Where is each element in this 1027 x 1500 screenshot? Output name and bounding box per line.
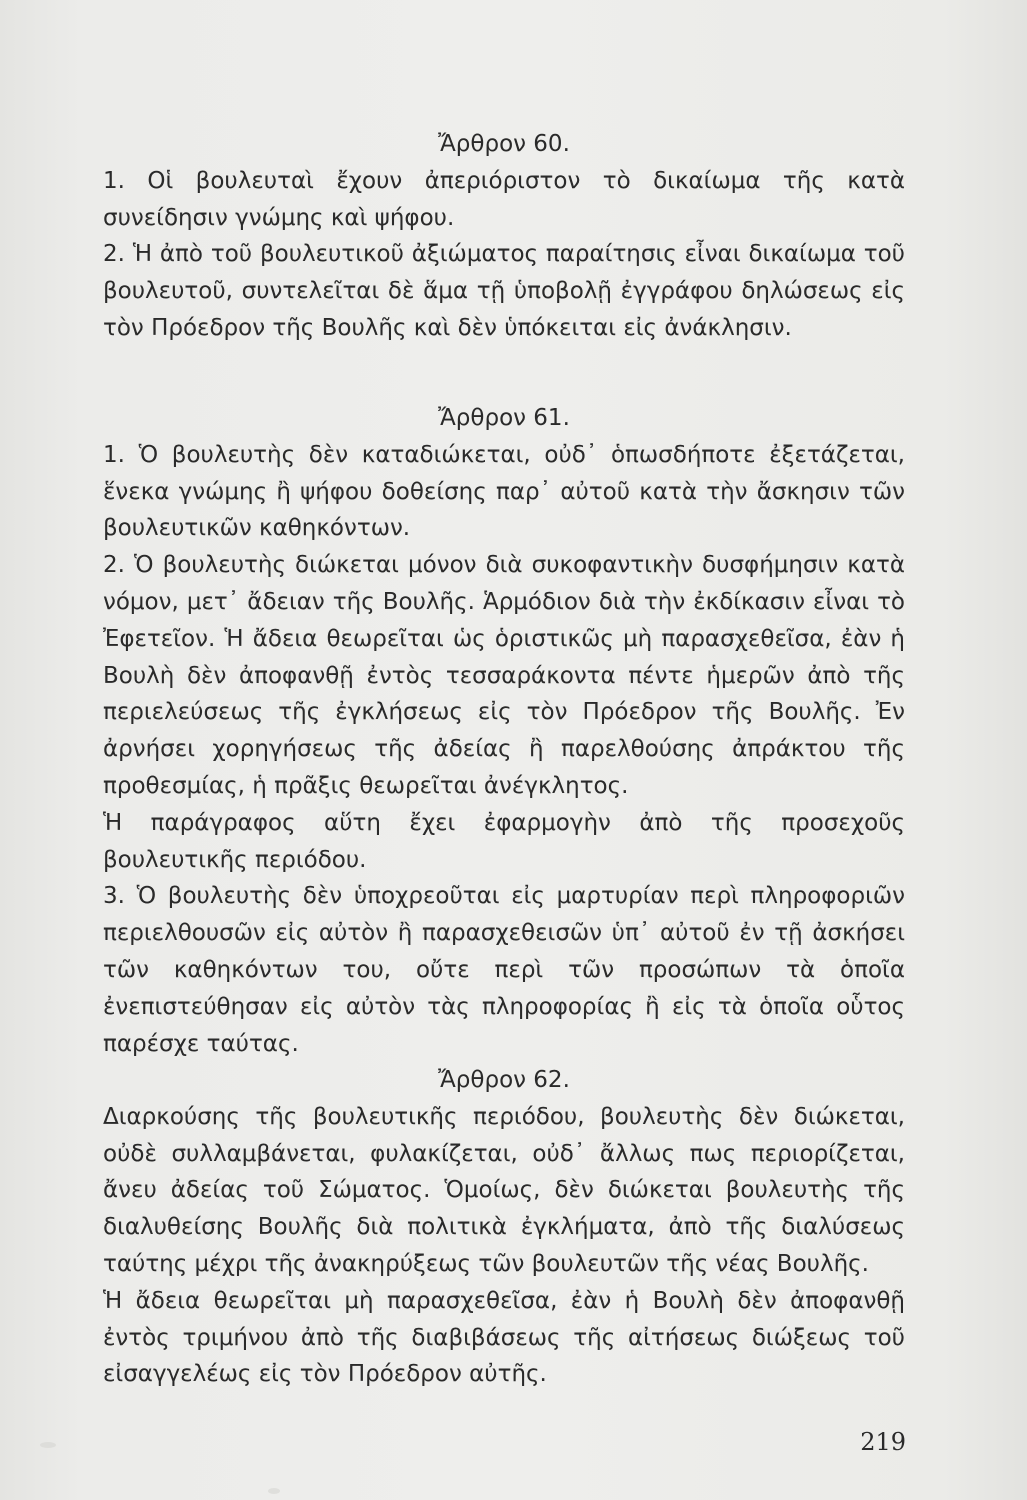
article-heading: Ἄρθρον 60. bbox=[438, 131, 570, 157]
page-number: 219 bbox=[860, 1428, 906, 1456]
article-60 bbox=[103, 126, 905, 347]
article-paragraph: Ἡ ἄδεια θεωρεῖται μὴ παρασχεθεῖσα, ἐὰν ἡ Βουλὴ δὲν ἀποφανθῇ ἐντὸς τριμήνου ἀπὸ τῆς διαβιβάσεως τῆς αἰτήσεως διώξεως τοῦ εἰσαγγελέως εἰς τὸν Πρόεδρον αὐτῆς. bbox=[103, 1287, 905, 1388]
article-heading: Ἄρθρον 61. bbox=[438, 405, 570, 431]
article-61 bbox=[103, 400, 905, 1062]
paper-speck bbox=[40, 1442, 56, 1448]
paper-speck bbox=[268, 1488, 280, 1494]
article-paragraph: 2. Ὁ βουλευτὴς διώκεται μόνον διὰ συκοφαντικὴν δυσφήμησιν κατὰ νόμον, μετ᾿ ἄδειαν τῆς Βουλῆς. Ἁρμόδιον διὰ τὴν ἐκδίκασιν εἶναι τὸ Ἐφετεῖον. Ἡ ἄδεια θεωρεῖται ὡς ὁριστικῶς μὴ παρασχεθεῖσα, ἐὰν ἡ Βουλὴ δὲν ἀποφανθῇ ἐντὸς τεσσαράκοντα πέντε ἡμερῶν ἀπὸ τῆς περιελεύσεως τῆς ἐγκλήσεως εἰς τὸν Πρόεδρον τῆς Βουλῆς. Ἐν ἀρνήσει χορηγήσεως τῆς ἀδείας ἢ παρελθούσης ἀπράκτου τῆς προθεσμίας, ἡ πρᾶξις θεωρεῖται ἀνέγκλητος. bbox=[103, 552, 905, 799]
article-62 bbox=[103, 1062, 905, 1393]
article-paragraph: 1. Ὁ βουλευτὴς δὲν καταδιώκεται, οὐδ᾿ ὁπωσδήποτε ἐξετάζεται, ἕνεκα γνώμης ἢ ψήφου δοθείσης παρ᾿ αὐτοῦ κατὰ τὴν ἄσκησιν τῶν βουλευτικῶν καθηκόντων. bbox=[103, 441, 905, 542]
article-heading: Ἄρθρον 62. bbox=[438, 1067, 570, 1093]
article-paragraph: Ἡ παράγραφος αὕτη ἔχει ἐφαρμογὴν ἀπὸ τῆς προσεχοῦς βουλευτικῆς περιόδου. bbox=[103, 809, 905, 873]
article-paragraph: 1. Οἱ βουλευταὶ ἔχουν ἀπεριόριστον τὸ δικαίωμα τῆς κατὰ συνείδησιν γνώμης καὶ ψήφου. bbox=[103, 167, 905, 231]
article-paragraph: 2. Ἡ ἀπὸ τοῦ βουλευτικοῦ ἀξιώματος παραίτησις εἶναι δικαίωμα τοῦ βουλευτοῦ, συντελεῖται δὲ ἅμα τῇ ὑποβολῇ ἐγγράφου δηλώσεως εἰς τὸν Πρόεδρον τῆς Βουλῆς καὶ δὲν ὑπόκειται εἰς ἀνάκλησιν. bbox=[103, 241, 905, 341]
article-paragraph: Διαρκούσης τῆς βουλευτικῆς περιόδου, βουλευτὴς δὲν διώκεται, οὐδὲ συλλαμβάνεται, φυλακίζεται, οὐδ᾿ ἄλλως πως περιορίζεται, ἄνευ ἀδείας τοῦ Σώματος. Ὁμοίως, δὲν διώκεται βουλευτὴς τῆς διαλυθείσης Βουλῆς διὰ πολιτικὰ ἐγκλήματα, ἀπὸ τῆς διαλύσεως ταύτης μέχρι τῆς ἀνακηρύξεως τῶν βουλευτῶν τῆς νέας Βουλῆς. bbox=[103, 1103, 905, 1277]
article-paragraph: 3. Ὁ βουλευτὴς δὲν ὑποχρεοῦται εἰς μαρτυρίαν περὶ πληροφοριῶν περιελθουσῶν εἰς αὐτὸν ἢ παρασχεθεισῶν ὑπ᾿ αὐτοῦ ἐν τῇ ἀσκήσει τῶν καθηκόντων του, οὔτε περὶ τῶν προσώπων τὰ ὁποῖα ἐνεπιστεύθησαν εἰς αὐτὸν τὰς πληροφορίας ἢ εἰς τὰ ὁποῖα οὗτος παρέσχε ταύτας. bbox=[103, 883, 905, 1057]
